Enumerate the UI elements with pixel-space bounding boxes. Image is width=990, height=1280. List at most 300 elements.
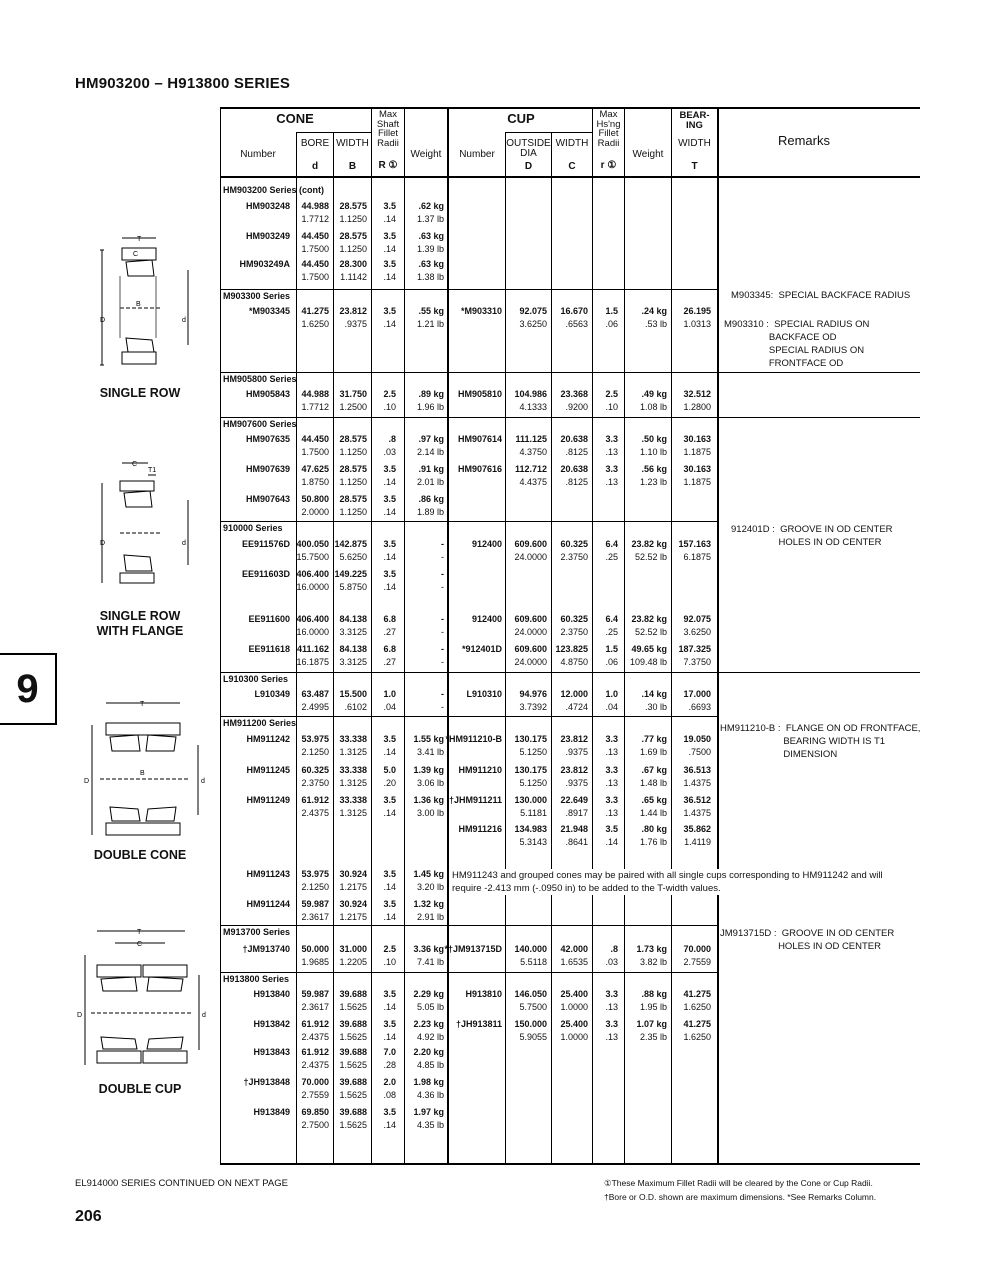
cup-number: HM905810 (457, 389, 502, 399)
width-metric: 28.575 (339, 434, 367, 444)
weight-imperial: 1.89 lb (416, 507, 444, 517)
bore-cell (301, 868, 329, 894)
r-imperial: .13 (605, 1002, 618, 1012)
od-cell (514, 613, 547, 639)
bore-imperial: 2.7500 (301, 1120, 329, 1130)
bore-metric: 406.400 (296, 614, 329, 624)
r-metric: 1.5 (605, 644, 618, 654)
width-imperial: 1.3125 (339, 747, 367, 757)
T-imperial: 1.1875 (683, 447, 711, 457)
bore-metric: 400.050 (296, 539, 329, 549)
cone-number: H913849 (253, 1107, 290, 1117)
width-metric: 84.138 (339, 614, 367, 624)
bore-metric: 41.275 (301, 306, 329, 316)
cone-number: *M903345 (248, 306, 290, 316)
cwidth-imperial: 1.6535 (560, 957, 588, 967)
bore-metric: 60.325 (301, 765, 329, 775)
cweight-imperial: 109.48 lb (629, 657, 667, 667)
cweight-cell (641, 305, 667, 331)
width-imperial: 1.2175 (339, 912, 367, 922)
r-cell (605, 538, 618, 564)
od-metric: 134.983 (514, 824, 547, 834)
T-metric: 41.275 (683, 1019, 711, 1029)
r-cell (605, 823, 618, 849)
cone-number: HM907643 (245, 494, 290, 504)
R-imperial: .27 (383, 627, 396, 637)
width-metric: 15.500 (339, 689, 367, 699)
weight-metric: .89 kg (418, 389, 444, 399)
bore-metric: 61.912 (301, 795, 329, 805)
width-imperial: 1.1250 (339, 507, 367, 517)
width-cell (339, 1076, 367, 1102)
R-cell (383, 613, 396, 639)
col-rule (447, 107, 449, 1165)
T-metric: 70.000 (683, 944, 711, 954)
bore-imperial: 2.3617 (301, 1002, 329, 1012)
width-metric: 28.300 (339, 259, 367, 269)
double-cup-diagram (75, 925, 215, 1075)
od-metric: 130.000 (514, 795, 547, 805)
r-cell (605, 613, 618, 639)
cwidth-imperial: 2.3750 (560, 627, 588, 637)
R-imperial: .14 (383, 244, 396, 254)
bore-imperial: 1.9685 (301, 957, 329, 967)
weight-imperial: 5.05 lb (416, 1002, 444, 1012)
weight-cell (417, 493, 444, 519)
T-cell (683, 688, 711, 714)
R-metric: 3.5 (383, 989, 396, 999)
r-imperial: .14 (605, 837, 618, 847)
cwidth-imperial: 2.3750 (560, 552, 588, 562)
bore-cell (301, 794, 329, 820)
T-metric: 30.163 (683, 434, 711, 444)
R-imperial: .28 (383, 1060, 396, 1070)
cweight-imperial: 52.52 lb (634, 552, 667, 562)
r-metric: 1.0 (605, 689, 618, 699)
od-metric: 130.175 (514, 765, 547, 775)
single-row-flange-label: SINGLE ROW WITH FLANGE (96, 609, 184, 638)
series-heading: L910300 Series (223, 674, 289, 684)
cone-number: HM911243 (246, 869, 290, 879)
double-cone-diagram (80, 695, 210, 845)
R-cell (383, 988, 396, 1014)
note-hm911243: HM911243 and grouped cones may be paired with all single cups corresponding to HM911242 and will require -2.413 mm (-.0950 in) to be added to the T-width values. (452, 869, 887, 895)
dim-B: B (136, 301, 141, 308)
r-metric: 3.3 (605, 1019, 618, 1029)
od-cell (515, 433, 547, 459)
header-cup-number: Number (459, 149, 495, 160)
remark: M903310 : SPECIAL RADIUS ON BACKFACE OD SPECIAL RADIUS ON FRONTFACE OD (724, 319, 870, 369)
series-rule (220, 417, 920, 418)
bore-imperial: 1.7712 (301, 402, 329, 412)
R-cell (383, 538, 396, 564)
cwidth-cell (560, 794, 588, 820)
T-metric: 41.275 (683, 989, 711, 999)
width-cell (339, 1018, 367, 1044)
T-cell (683, 305, 711, 331)
header-bearing: BEAR- ING (679, 110, 710, 131)
bore-cell (301, 1106, 329, 1132)
cwidth-imperial: 1.0000 (560, 1002, 588, 1012)
cweight-imperial: 1.69 lb (639, 747, 667, 757)
bore-metric: 411.162 (296, 644, 329, 654)
sym-r: r ① (600, 160, 617, 171)
R-cell (383, 733, 396, 759)
T-metric: 36.513 (683, 765, 711, 775)
weight-cell (413, 794, 444, 820)
cup-number: *M903310 (460, 306, 502, 316)
T-imperial: 7.3750 (683, 657, 711, 667)
r-imperial: .04 (605, 702, 618, 712)
cweight-imperial: 3.82 lb (639, 957, 667, 967)
bore-cell (301, 1018, 329, 1044)
R-cell (383, 1106, 396, 1132)
r-metric: 3.3 (605, 434, 618, 444)
weight-imperial: 2.14 lb (416, 447, 444, 457)
width-cell (339, 613, 367, 639)
od-imperial: 24.0000 (514, 627, 547, 637)
r-metric: 3.3 (605, 765, 618, 775)
cone-number: EE911618 (248, 644, 290, 654)
bore-imperial: 15.7500 (296, 552, 329, 562)
r-imperial: .13 (605, 477, 618, 487)
width-cell (339, 988, 367, 1014)
bore-cell (296, 568, 329, 594)
od-cell (514, 988, 547, 1014)
weight-metric: .63 kg (418, 259, 444, 269)
header-max-hsng: Max Hs'ng Fillet Radii (596, 109, 621, 149)
cone-number: HM911245 (246, 765, 290, 775)
od-imperial: 24.0000 (514, 657, 547, 667)
od-cell (514, 1018, 547, 1044)
cwidth-imperial: 1.0000 (560, 1032, 588, 1042)
r-cell (605, 388, 618, 414)
double-cup-label: DOUBLE CUP (98, 1082, 182, 1096)
R-imperial: .14 (383, 1032, 396, 1042)
cweight-imperial: 2.35 lb (639, 1032, 667, 1042)
R-imperial: .14 (383, 552, 396, 562)
bore-cell (301, 388, 329, 414)
cwidth-imperial: .8917 (565, 808, 588, 818)
series-heading: 910000 Series (223, 523, 283, 533)
R-cell (383, 200, 396, 226)
R-metric: 2.5 (383, 389, 396, 399)
r-cell (605, 305, 618, 331)
header-cup-width: WIDTH (555, 138, 589, 149)
T-cell (678, 643, 711, 669)
od-imperial: 5.1181 (520, 808, 547, 818)
cwidth-metric: 16.670 (560, 306, 588, 316)
T-cell (683, 388, 711, 414)
weight-metric: 1.55 kg (413, 734, 444, 744)
single-row-flange-diagram (90, 455, 200, 600)
dim-C: C (132, 461, 138, 468)
series-heading: HM905800 Series (223, 374, 297, 384)
od-metric: 92.075 (519, 306, 547, 316)
weight-cell (417, 305, 444, 331)
od-metric: 609.600 (514, 539, 547, 549)
R-cell (383, 1018, 396, 1044)
cone-number: HM911242 (246, 734, 290, 744)
cone-number: EE911603D (241, 569, 290, 579)
header-bearing-width: WIDTH (678, 138, 711, 149)
cwidth-metric: 123.825 (555, 644, 588, 654)
R-imperial: .14 (383, 319, 396, 329)
col-rule (624, 107, 625, 1165)
od-imperial: 5.3143 (519, 837, 547, 847)
T-imperial: .6693 (688, 702, 711, 712)
width-imperial: 1.2500 (339, 402, 367, 412)
r-cell (605, 943, 618, 969)
T-cell (683, 794, 711, 820)
cup-number: *HM911210-B (445, 734, 502, 744)
series-heading: M903300 Series (223, 291, 291, 301)
cweight-cell (640, 764, 667, 790)
series-rule (220, 521, 719, 522)
series-rule (220, 289, 719, 290)
R-metric: 3.5 (383, 464, 396, 474)
bore-cell (296, 538, 329, 564)
series-rule (220, 972, 719, 973)
T-imperial: 1.4375 (683, 808, 711, 818)
cwidth-cell (560, 823, 588, 849)
cweight-metric: .67 kg (641, 765, 667, 775)
cwidth-metric: 25.400 (560, 1019, 588, 1029)
bore-imperial: 2.4375 (301, 1032, 329, 1042)
r-cell (605, 643, 618, 669)
width-cell (339, 794, 367, 820)
bore-metric: 63.487 (301, 689, 329, 699)
T-imperial: 1.6250 (683, 1002, 711, 1012)
cwidth-metric: 25.400 (560, 989, 588, 999)
width-imperial: .6102 (344, 702, 367, 712)
width-imperial: 5.8750 (339, 582, 367, 592)
od-imperial: 24.0000 (514, 552, 547, 562)
od-imperial: 5.5118 (520, 957, 547, 967)
R-metric: 3.5 (383, 306, 396, 316)
cweight-metric: .88 kg (641, 989, 667, 999)
weight-metric: - (441, 539, 444, 549)
cweight-imperial: 1.48 lb (639, 778, 667, 788)
cweight-imperial: 52.52 lb (634, 627, 667, 637)
col-rule (333, 132, 334, 1165)
cwidth-cell (560, 538, 588, 564)
R-metric: 2.0 (383, 1077, 396, 1087)
width-imperial: 1.5625 (339, 1060, 367, 1070)
weight-metric: .62 kg (418, 201, 444, 211)
od-imperial: 4.1333 (519, 402, 547, 412)
R-imperial: .08 (383, 1090, 396, 1100)
weight-cell (441, 568, 444, 594)
sym-R: R ① (378, 160, 398, 171)
weight-cell (417, 258, 444, 284)
R-cell (383, 305, 396, 331)
dim-D: D (100, 540, 106, 547)
cone-number: HM903248 (245, 201, 290, 211)
header-cone: CONE (276, 111, 314, 126)
R-imperial: .14 (383, 214, 396, 224)
width-imperial: 1.1250 (339, 244, 367, 254)
od-imperial: 4.3750 (519, 447, 547, 457)
R-metric: 3.5 (383, 494, 396, 504)
cweight-metric: .50 kg (641, 434, 667, 444)
R-cell (383, 1046, 396, 1072)
cup-number: HM907614 (457, 434, 502, 444)
r-metric: 1.5 (605, 306, 618, 316)
cwidth-imperial: .9375 (565, 778, 588, 788)
cweight-metric: .65 kg (641, 795, 667, 805)
width-cell (339, 493, 367, 519)
R-cell (383, 794, 396, 820)
bore-metric: 44.450 (301, 231, 329, 241)
weight-cell (417, 388, 444, 414)
r-cell (605, 1018, 618, 1044)
R-imperial: .20 (383, 778, 396, 788)
bore-metric: 61.912 (301, 1019, 329, 1029)
weight-imperial: 1.39 lb (416, 244, 444, 254)
T-cell (678, 538, 711, 564)
chapter-tab: 9 (0, 653, 57, 725)
series-heading: HM911200 Series (223, 718, 297, 728)
cweight-metric: 23.82 kg (631, 614, 667, 624)
width-cell (339, 1106, 367, 1132)
T-metric: 32.512 (683, 389, 711, 399)
od-cell (514, 794, 547, 820)
width-metric: 33.338 (339, 795, 367, 805)
r-metric: 2.5 (605, 389, 618, 399)
weight-metric: 2.20 kg (413, 1047, 444, 1057)
od-imperial: 5.9055 (519, 1032, 547, 1042)
T-metric: 187.325 (678, 644, 711, 654)
width-cell (339, 305, 367, 331)
weight-cell (413, 943, 444, 969)
width-imperial: 3.3125 (339, 657, 367, 667)
R-cell (383, 688, 396, 714)
bore-metric: 44.988 (301, 389, 329, 399)
cup-number: HM911216 (458, 824, 502, 834)
header-cone-weight: Weight (410, 149, 442, 160)
col-rule (717, 107, 719, 1165)
page-number: 206 (75, 1208, 102, 1225)
width-cell (339, 943, 367, 969)
bore-imperial: 16.0000 (296, 627, 329, 637)
width-metric: 39.688 (339, 1077, 367, 1087)
weight-cell (417, 433, 444, 459)
cweight-cell (640, 388, 667, 414)
series-heading: HM907600 Series (223, 419, 297, 429)
R-metric: 3.5 (383, 259, 396, 269)
weight-metric: - (441, 569, 444, 579)
page-title: HM903200 – H913800 SERIES (75, 75, 291, 92)
dim-d: d (182, 540, 186, 547)
R-imperial: .14 (383, 747, 396, 757)
cup-number: †JH913811 (455, 1019, 502, 1029)
cone-number: HM911249 (246, 795, 290, 805)
r-imperial: .13 (605, 747, 618, 757)
R-imperial: .10 (383, 957, 396, 967)
R-imperial: .03 (383, 447, 396, 457)
bore-imperial: 1.7500 (301, 272, 329, 282)
width-cell (339, 898, 367, 924)
bore-imperial: 2.4375 (301, 1060, 329, 1070)
dim-C: C (137, 941, 143, 948)
weight-metric: - (441, 644, 444, 654)
cwidth-imperial: .8641 (565, 837, 588, 847)
T-metric: 30.163 (683, 464, 711, 474)
cwidth-cell (560, 463, 588, 489)
r-metric: .8 (610, 944, 618, 954)
width-imperial: 3.3125 (339, 627, 367, 637)
footnote-dimensions: †Bore or O.D. shown are maximum dimensions. *See Remarks Column. (604, 1192, 877, 1202)
cwidth-imperial: .6563 (565, 319, 588, 329)
R-cell (383, 568, 396, 594)
cweight-metric: 1.07 kg (636, 1019, 667, 1029)
cone-number: †JM913740 (242, 944, 290, 954)
width-imperial: 1.5625 (339, 1002, 367, 1012)
R-metric: 3.5 (383, 795, 396, 805)
width-imperial: 1.5625 (339, 1032, 367, 1042)
R-imperial: .14 (383, 1002, 396, 1012)
bore-cell (301, 688, 329, 714)
R-metric: 3.5 (383, 231, 396, 241)
width-cell (339, 688, 367, 714)
header-cone-number: Number (240, 149, 276, 160)
cwidth-metric: 21.948 (560, 824, 588, 834)
weight-imperial: 3.41 lb (416, 747, 444, 757)
width-cell (339, 258, 367, 284)
r-metric: 6.4 (605, 614, 618, 624)
width-metric: 39.688 (339, 1019, 367, 1029)
bore-metric: 44.450 (301, 434, 329, 444)
cweight-cell (640, 433, 667, 459)
T-metric: 36.512 (683, 795, 711, 805)
bore-metric: 69.850 (301, 1107, 329, 1117)
T-cell (683, 823, 711, 849)
T-metric: 157.163 (678, 539, 711, 549)
sym-C: C (568, 161, 576, 172)
cweight-cell (630, 643, 667, 669)
r-imperial: .10 (605, 402, 618, 412)
cweight-imperial: 1.10 lb (639, 447, 667, 457)
weight-imperial: 3.20 lb (416, 882, 444, 892)
table-top-rule (220, 107, 920, 109)
weight-metric: .63 kg (418, 231, 444, 241)
R-cell (383, 943, 396, 969)
header-remarks: Remarks (777, 133, 830, 148)
bore-cell (301, 943, 329, 969)
weight-metric: 2.23 kg (413, 1019, 444, 1029)
weight-imperial: 2.01 lb (416, 477, 444, 487)
width-imperial: 1.1250 (339, 447, 367, 457)
cweight-imperial: 1.95 lb (639, 1002, 667, 1012)
cup-number: HM907616 (457, 464, 502, 474)
col-rule (551, 132, 552, 1165)
cwidth-cell (555, 643, 588, 669)
col-rule (592, 107, 593, 1165)
cweight-metric: .77 kg (641, 734, 667, 744)
R-imperial: .14 (383, 582, 396, 592)
dim-d: d (201, 778, 205, 785)
cwidth-imperial: .8125 (565, 447, 588, 457)
width-metric: 149.225 (334, 569, 367, 579)
od-cell (515, 463, 547, 489)
T-cell (683, 764, 711, 790)
weight-imperial: 1.38 lb (416, 272, 444, 282)
T-cell (683, 1018, 711, 1044)
cwidth-metric: 60.325 (560, 614, 588, 624)
sym-B: B (348, 161, 357, 172)
weight-cell (413, 1018, 444, 1044)
